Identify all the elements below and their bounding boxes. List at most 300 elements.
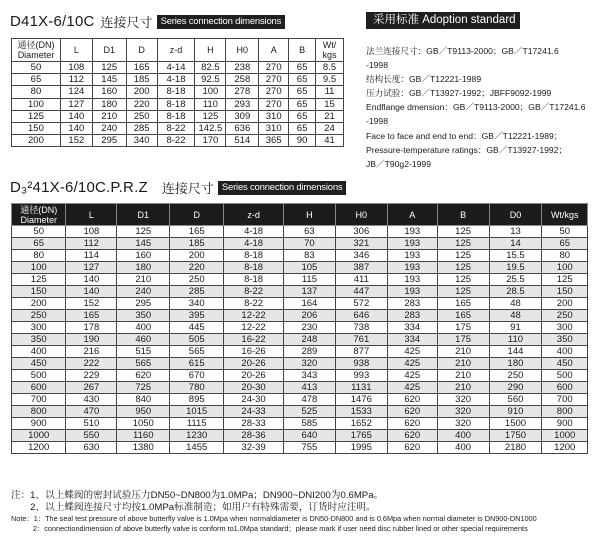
table2-cell: 320: [284, 358, 336, 370]
table2-cell: 114: [66, 250, 117, 262]
table2-cell: 210: [437, 382, 489, 394]
table2-cell: 19.5: [489, 262, 542, 274]
table2-cell: 840: [117, 394, 170, 406]
table1-cell: 108: [60, 62, 92, 74]
table2-cell: 125: [437, 286, 489, 298]
table2-cell: 105: [284, 262, 336, 274]
table2-cell: 510: [66, 418, 117, 430]
table2-cell: 334: [387, 334, 437, 346]
table2-cell: 140: [66, 286, 117, 298]
table2-cell: 1995: [335, 442, 387, 454]
table2-cell: 8-18: [224, 262, 284, 274]
table2-cell: 175: [437, 334, 489, 346]
table1-header-label: A: [270, 45, 277, 55]
table1-cell: 270: [259, 86, 289, 98]
table2-cell: 1050: [117, 418, 170, 430]
table2-cell: 505: [170, 334, 224, 346]
table2-header-cell: [12, 204, 66, 226]
table1-cell: 100: [12, 98, 61, 110]
table2-cell: 193: [387, 286, 437, 298]
table1-cell: 142.5: [195, 122, 226, 134]
standard-line: 压力试验：GB／T13927-1992；JBFF9092-1999: [366, 88, 552, 99]
table2-cell: 425: [387, 382, 437, 394]
table2-cell: 447: [335, 286, 387, 298]
table1-cell: 145: [92, 74, 126, 86]
table1-cell: 11: [316, 86, 344, 98]
table2-cell: 600: [542, 382, 588, 394]
table2-cell: 100: [542, 262, 588, 274]
table1-cell: 8-22: [157, 122, 195, 134]
table2-cell: 295: [117, 298, 170, 310]
table1-cell: 65: [289, 122, 316, 134]
table2-cell: 350: [542, 334, 588, 346]
table2-header-cell: [224, 204, 284, 226]
table1-header-label: D1: [103, 45, 115, 55]
table2-header-label: Wt/kgs: [550, 209, 579, 220]
table2-cell: 515: [117, 346, 170, 358]
table2-cell: 525: [284, 406, 336, 418]
table2-cell: 165: [66, 310, 117, 322]
table2-cell: 700: [12, 394, 66, 406]
section2-model: D₃²41X-6/10C.P.R.Z: [10, 179, 148, 196]
table2-cell: 300: [12, 322, 66, 334]
table2-cell: 28-36: [224, 430, 284, 442]
note-en-1: Note：1：The seal test pressure of above butterfly valve is 1.0Mpa when normaldiameter is DN50-DN800 and is 0.6Mpa when normal diameter is DN900-DN1000: [11, 514, 537, 523]
table2-cell: 400: [437, 442, 489, 454]
table1-cell: 293: [226, 98, 259, 110]
table1-cell: 200: [12, 135, 61, 147]
table1-header-label: B: [299, 45, 306, 55]
table1-cell: 124: [60, 86, 92, 98]
table2-cell: 240: [117, 286, 170, 298]
table1-cell: 240: [92, 122, 126, 134]
table1-cell: 170: [195, 135, 226, 147]
table2-cell: 725: [117, 382, 170, 394]
table2-header-cell: [437, 204, 489, 226]
table2-header-cell: [335, 204, 387, 226]
table1-cell: 636: [226, 122, 259, 134]
standard-line: Pressure-temperature ratings：GB／T13927-1992；: [366, 144, 568, 155]
table2-cell: 450: [542, 358, 588, 370]
table2-cell: 400: [117, 322, 170, 334]
table2-cell: 250: [170, 274, 224, 286]
table2-cell: 80: [12, 250, 66, 262]
table2-cell: 1131: [335, 382, 387, 394]
table1-cell: 4-14: [157, 62, 195, 74]
table1-cell: 210: [92, 110, 126, 122]
table2-cell: 993: [335, 370, 387, 382]
table2-cell: 229: [66, 370, 117, 382]
table2-cell: 15.5: [489, 250, 542, 262]
table2-cell: 1533: [335, 406, 387, 418]
table2-header-cell: [489, 204, 542, 226]
table2-row: [12, 406, 588, 418]
table2-cell: 48: [489, 310, 542, 322]
section1-en-badge: Series connection dimensions: [157, 15, 286, 29]
table2-cell: 127: [66, 262, 117, 274]
table2-cell: 210: [437, 358, 489, 370]
table1-row: [12, 86, 344, 98]
table2-cell: 620: [387, 418, 437, 430]
table1-cell: 65: [12, 74, 61, 86]
table2-cell: 395: [170, 310, 224, 322]
table2-row: [12, 226, 588, 238]
table2-cell: 180: [489, 358, 542, 370]
table1-cell: 160: [92, 86, 126, 98]
notes: [11, 490, 591, 534]
table1-cell: 185: [126, 74, 157, 86]
table1-cell: 50: [12, 62, 61, 74]
table2-row: [12, 442, 588, 454]
table1-cell: 8-18: [157, 86, 195, 98]
table2-cell: 1765: [335, 430, 387, 442]
table2-cell: 112: [66, 238, 117, 250]
table2-cell: 165: [437, 310, 489, 322]
table2-cell: 620: [387, 442, 437, 454]
table2-cell: 65: [542, 238, 588, 250]
table1-cell: 65: [289, 110, 316, 122]
table2-cell: 950: [117, 406, 170, 418]
section2-title: [10, 178, 346, 197]
table1-header-label: H: [207, 45, 214, 55]
table2-cell: 560: [489, 394, 542, 406]
table2-cell: 210: [117, 274, 170, 286]
table2-cell: 190: [66, 334, 117, 346]
table2-cell: 334: [387, 322, 437, 334]
standard-line: JB／T90g2-1999: [366, 158, 431, 169]
table2-cell: 145: [117, 238, 170, 250]
table2-cell: 125: [437, 226, 489, 238]
table2-cell: 620: [117, 370, 170, 382]
table2-cell: 20-30: [224, 382, 284, 394]
table2-cell: 1000: [12, 430, 66, 442]
table2-cell: 565: [117, 358, 170, 370]
table2-row: [12, 322, 588, 334]
note-en-2: 2：connectiondimension of above butterfly valve is conform to1.0Mpa standard；please mark if user need disc rubber lined or other special requirements: [11, 524, 528, 533]
table1-header-cell: [316, 39, 344, 62]
table2-cell: 267: [66, 382, 117, 394]
table2-cell: 83: [284, 250, 336, 262]
table2-cell: 32-39: [224, 442, 284, 454]
table2-cell: 206: [284, 310, 336, 322]
table1-header-cell: [195, 39, 226, 62]
table2-cell: 100: [12, 262, 66, 274]
table1-cell: 125: [12, 110, 61, 122]
note-cn-1: 注：1、以上蝶阀的密封试验压力DN50~DN800为1.0MPa；DN900~DNI200为0.6MPa。: [11, 490, 384, 501]
table2-cell: 1015: [170, 406, 224, 418]
table2-cell: 50: [542, 226, 588, 238]
table2-cell: 350: [117, 310, 170, 322]
table2-cell: 450: [12, 358, 66, 370]
table2-cell: 125: [117, 226, 170, 238]
table1-header-cell: [126, 39, 157, 62]
table1-cell: 9.5: [316, 74, 344, 86]
table2-cell: 8-22: [224, 286, 284, 298]
table1-row: [12, 98, 344, 110]
standard-line: -1998: [366, 60, 388, 71]
table2-cell: 1160: [117, 430, 170, 442]
table1-cell: 100: [195, 86, 226, 98]
table1-cell: 285: [126, 122, 157, 134]
table2-cell: 185: [170, 238, 224, 250]
table2-cell: 180: [117, 262, 170, 274]
table2-header-cell: [387, 204, 437, 226]
table2-cell: 1380: [117, 442, 170, 454]
note-cn-2: 2、以上蝶阀连接尺寸均按1.0MPa标准制造；如用户有特殊需要，订货时应注明。: [11, 502, 376, 513]
table1-cell: 8-18: [157, 98, 195, 110]
table2-cell: 938: [335, 358, 387, 370]
table2-cell: 640: [284, 430, 336, 442]
dimensions-table-2: [11, 203, 588, 454]
table2-cell: 250: [489, 370, 542, 382]
table2-cell: 1476: [335, 394, 387, 406]
table2-row: [12, 262, 588, 274]
dimensions-table-1: [11, 38, 344, 147]
table1-cell: 21: [316, 110, 344, 122]
table2-header-cell: [117, 204, 170, 226]
table1-cell: 150: [12, 122, 61, 134]
table1-cell: 309: [226, 110, 259, 122]
table2-cell: 910: [489, 406, 542, 418]
table2-cell: 65: [12, 238, 66, 250]
table2-cell: 150: [542, 286, 588, 298]
table1-cell: 125: [195, 110, 226, 122]
table2-cell: 900: [542, 418, 588, 430]
table2-cell: 620: [387, 430, 437, 442]
table2-cell: 1230: [170, 430, 224, 442]
table2-cell: 12-22: [224, 322, 284, 334]
table2-cell: 565: [170, 346, 224, 358]
table1-row: [12, 135, 344, 147]
table2-cell: 63: [284, 226, 336, 238]
table1-header-cell: [12, 39, 61, 62]
table1-row: [12, 110, 344, 122]
table2-cell: 8-22: [224, 298, 284, 310]
table2-cell: 500: [542, 370, 588, 382]
table2-header-label: 通径(DN): [20, 204, 58, 215]
table2-cell: 285: [170, 286, 224, 298]
table1-cell: 270: [259, 62, 289, 74]
table2-cell: 165: [170, 226, 224, 238]
table2-cell: 125: [12, 274, 66, 286]
table2-row: [12, 358, 588, 370]
table2-cell: 800: [12, 406, 66, 418]
table2-cell: 283: [387, 310, 437, 322]
table2-header-label: H: [306, 209, 313, 220]
table2-cell: 400: [12, 346, 66, 358]
table2-row: [12, 346, 588, 358]
table1-header-cell: [259, 39, 289, 62]
table2-cell: 343: [284, 370, 336, 382]
table1-header-sublabel: Diameter: [17, 50, 55, 60]
table1-row: [12, 62, 344, 74]
table2-cell: 755: [284, 442, 336, 454]
table1-cell: 270: [259, 74, 289, 86]
table1-cell: 258: [226, 74, 259, 86]
standard-line: Face to face and end to end：GB／T12221-1989；: [366, 130, 563, 141]
table2-cell: 620: [387, 406, 437, 418]
table2-cell: 340: [170, 298, 224, 310]
standards-list: [366, 44, 592, 171]
table1-cell: 310: [259, 122, 289, 134]
table2-cell: 160: [117, 250, 170, 262]
table2-cell: 70: [284, 238, 336, 250]
table2-header-cell: [170, 204, 224, 226]
standard-line: 结构长度：GB／T12221-1989: [366, 74, 482, 85]
table2-cell: 165: [437, 298, 489, 310]
table2-cell: 80: [542, 250, 588, 262]
table2-row: [12, 250, 588, 262]
table2-header-label: z-d: [247, 209, 260, 220]
table2-cell: 210: [437, 370, 489, 382]
table2-cell: 50: [12, 226, 66, 238]
table2-header-label: H0: [355, 209, 368, 220]
table1-cell: 90: [289, 135, 316, 147]
table2-cell: 445: [170, 322, 224, 334]
table2-cell: 320: [437, 406, 489, 418]
table2-cell: 400: [542, 346, 588, 358]
table2-row: [12, 370, 588, 382]
table2-cell: 125: [437, 262, 489, 274]
table1-cell: 4-18: [157, 74, 195, 86]
table2-cell: 430: [66, 394, 117, 406]
table1-header-sublabel: kgs: [322, 50, 337, 60]
table1-cell: 200: [126, 86, 157, 98]
table2-cell: 125: [437, 238, 489, 250]
table2-header-label: A: [409, 209, 416, 220]
table2-header-label: D1: [137, 209, 150, 220]
table2-cell: 144: [489, 346, 542, 358]
table1-cell: 365: [259, 135, 289, 147]
table2-cell: 413: [284, 382, 336, 394]
table2-cell: 210: [437, 346, 489, 358]
table2-header-cell: [542, 204, 588, 226]
standard-line: -1998: [366, 116, 388, 127]
table2-cell: 780: [170, 382, 224, 394]
table1-row: [12, 122, 344, 134]
table1-cell: 295: [92, 135, 126, 147]
table2-header-sublabel: Diameter: [20, 214, 57, 225]
table2-cell: 4-18: [224, 238, 284, 250]
table2-cell: 1500: [489, 418, 542, 430]
table2-cell: 630: [66, 442, 117, 454]
table1-cell: 112: [60, 74, 92, 86]
table1-cell: 238: [226, 62, 259, 74]
table2-cell: 24-30: [224, 394, 284, 406]
table2-cell: 350: [12, 334, 66, 346]
table2-cell: 20-26: [224, 358, 284, 370]
table1-cell: 140: [60, 122, 92, 134]
table2-header-label: D0: [509, 209, 522, 220]
table1-header-cell: [92, 39, 126, 62]
table2-cell: 24-33: [224, 406, 284, 418]
table1-cell: 278: [226, 86, 259, 98]
table2-header-cell: [284, 204, 336, 226]
table1-cell: 80: [12, 86, 61, 98]
table1-header-label: Wt/: [322, 40, 337, 50]
table2-cell: 110: [489, 334, 542, 346]
table2-cell: 1200: [542, 442, 588, 454]
table2-row: [12, 238, 588, 250]
table2-cell: 200: [170, 250, 224, 262]
table2-cell: 1455: [170, 442, 224, 454]
table2-cell: 230: [284, 322, 336, 334]
table2-cell: 478: [284, 394, 336, 406]
table2-cell: 425: [387, 358, 437, 370]
table1-cell: 250: [126, 110, 157, 122]
table2-cell: 320: [437, 394, 489, 406]
table2-cell: 1652: [335, 418, 387, 430]
table2-cell: 14: [489, 238, 542, 250]
table2-cell: 28.5: [489, 286, 542, 298]
table2-cell: 250: [12, 310, 66, 322]
section2-en-badge: Series connection dimensions: [218, 181, 347, 195]
table2-row: [12, 286, 588, 298]
table2-cell: 306: [335, 226, 387, 238]
table2-cell: 125: [542, 274, 588, 286]
table1-cell: 140: [60, 110, 92, 122]
table2-cell: 400: [437, 430, 489, 442]
table2-cell: 1750: [489, 430, 542, 442]
table2-cell: 387: [335, 262, 387, 274]
table2-cell: 178: [66, 322, 117, 334]
table2-cell: 193: [387, 238, 437, 250]
table2-cell: 1115: [170, 418, 224, 430]
table2-cell: 877: [335, 346, 387, 358]
table1-cell: 82.5: [195, 62, 226, 74]
table2-header-label: L: [88, 209, 94, 220]
table2-cell: 12-22: [224, 310, 284, 322]
table1-cell: 41: [316, 135, 344, 147]
section2-cn-title: 连接尺寸: [161, 181, 214, 196]
table2-row: [12, 382, 588, 394]
table2-header-label: B: [460, 209, 467, 220]
table2-cell: 115: [284, 274, 336, 286]
table2-cell: 164: [284, 298, 336, 310]
table2-cell: 8-18: [224, 274, 284, 286]
table2-cell: 321: [335, 238, 387, 250]
table2-cell: 152: [66, 298, 117, 310]
table1-cell: 65: [289, 74, 316, 86]
table2-cell: 125: [437, 274, 489, 286]
table2-cell: 200: [12, 298, 66, 310]
table2-row: [12, 274, 588, 286]
table1-header-cell: [157, 39, 195, 62]
table1-cell: 125: [92, 62, 126, 74]
table2-cell: 470: [66, 406, 117, 418]
table1-cell: 65: [289, 98, 316, 110]
table1-header-label: H0: [236, 45, 249, 55]
table2-cell: 91: [489, 322, 542, 334]
table2-cell: 700: [542, 394, 588, 406]
table2-cell: 572: [335, 298, 387, 310]
table1-cell: 8-18: [157, 110, 195, 122]
table2-header-label: D: [193, 209, 200, 220]
table2-cell: 800: [542, 406, 588, 418]
table2-cell: 28-33: [224, 418, 284, 430]
table1-header-label: L: [73, 45, 79, 55]
table2-row: [12, 298, 588, 310]
table1-cell: 15: [316, 98, 344, 110]
table2-cell: 13: [489, 226, 542, 238]
table2-cell: 222: [66, 358, 117, 370]
section1-cn-title: 连接尺寸: [100, 15, 153, 30]
table2-cell: 425: [387, 370, 437, 382]
table2-cell: 320: [437, 418, 489, 430]
table2-cell: 646: [335, 310, 387, 322]
table2-cell: 1200: [12, 442, 66, 454]
table2-cell: 346: [335, 250, 387, 262]
